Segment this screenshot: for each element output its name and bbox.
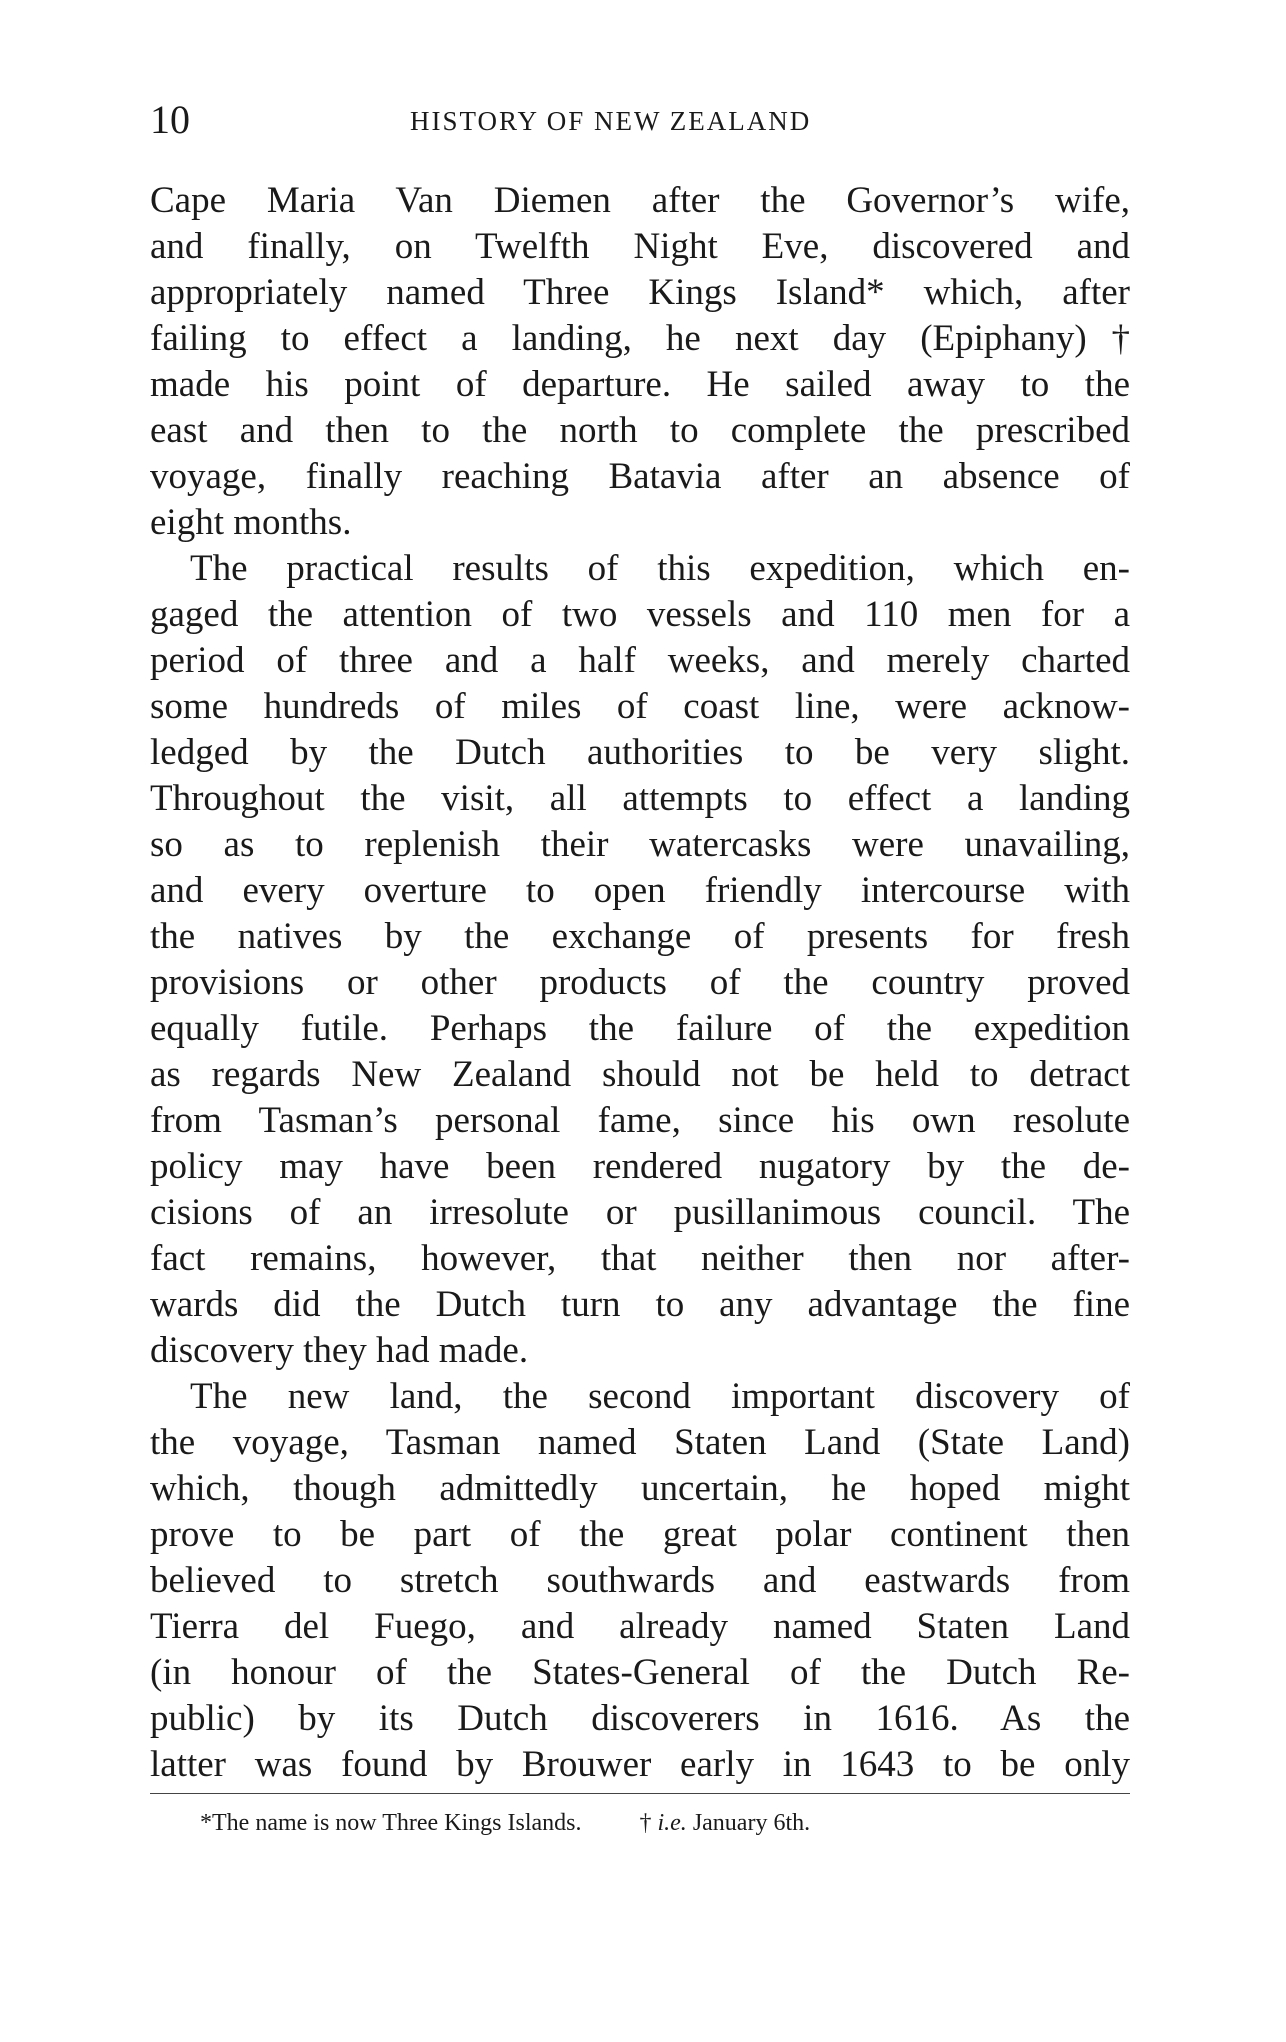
text-line: failing to effect a landing, he next day (Epiphany)† (150, 318, 1130, 359)
text-line: the natives by the exchange of presents for fresh (150, 916, 1130, 957)
text-line: ledged by the Dutch authorities to be very slight. (150, 732, 1130, 773)
footnote-abbreviation: i.e. (657, 1810, 687, 1836)
dagger-mark: † (639, 1810, 652, 1836)
footnote-rule (150, 1793, 1130, 1794)
footnote-three-kings: *The name is now Three Kings Islands. (200, 1810, 582, 1836)
text-line: prove to be part of the great polar continent then (150, 1514, 1130, 1555)
text-line: eight months. (150, 502, 352, 543)
text-line: and every overture to open friendly intercourse with (150, 870, 1130, 911)
running-head (150, 95, 1130, 145)
text-line: made his point of departure. He sailed away to the (150, 364, 1130, 405)
footnote-epiphany (639, 1810, 810, 1836)
text-line: and finally, on Twelfth Night Eve, discovered and (150, 226, 1130, 267)
text-line: fact remains, however, that neither then nor after- (150, 1238, 1130, 1279)
text-line: (in honour of the States-General of the Dutch Re- (150, 1652, 1130, 1693)
text-line: equally futile. Perhaps the failure of the expedition (150, 1008, 1130, 1049)
text-line: policy may have been rendered nugatory by the de- (150, 1146, 1130, 1187)
text-line: cisions of an irresolute or pusillanimous council. The (150, 1192, 1130, 1233)
footnote-date: January 6th. (692, 1810, 811, 1836)
text-line: period of three and a half weeks, and merely charted (150, 640, 1130, 681)
text-line: Throughout the visit, all attempts to effect a landing (150, 778, 1130, 819)
text-line: as regards New Zealand should not be held to detract (150, 1054, 1130, 1095)
text-line: wards did the Dutch turn to any advantage the fine (150, 1284, 1130, 1325)
text-line: from Tasman’s personal fame, since his own resolute (150, 1100, 1130, 1141)
text-line: voyage, finally reaching Batavia after an absence of (150, 456, 1130, 497)
text-line: the voyage, Tasman named Staten Land (State Land) (150, 1422, 1130, 1463)
footnotes (200, 1806, 810, 1840)
text-line: discovery they had made. (150, 1330, 529, 1371)
text-line: gaged the attention of two vessels and 110 men for a (150, 594, 1130, 635)
text-line: which, though admittedly uncertain, he hoped might (150, 1468, 1130, 1509)
running-title: HISTORY OF NEW ZEALAND (410, 106, 812, 136)
text-line: appropriately named Three Kings Island* which, after (150, 272, 1130, 313)
text-line: Cape Maria Van Diemen after the Governor’s wife, (150, 180, 1130, 221)
text-line: believed to stretch southwards and eastwards from (150, 1560, 1130, 1601)
text-line: public) by its Dutch discoverers in 1616. As the (150, 1698, 1130, 1739)
text-line: some hundreds of miles of coast line, were acknow- (150, 686, 1130, 727)
text-line: Tierra del Fuego, and already named Staten Land (150, 1606, 1130, 1647)
paragraph-first-line: The new land, the second important discovery of (190, 1376, 1130, 1417)
page-number: 10 (150, 97, 190, 142)
body-text (150, 178, 1130, 1788)
text-line: provisions or other products of the country proved (150, 962, 1130, 1003)
paragraph-first-line: The practical results of this expedition, which en- (190, 548, 1130, 589)
text-line: so as to replenish their watercasks were unavailing, (150, 824, 1130, 865)
text-line: east and then to the north to complete the prescribed (150, 410, 1130, 451)
text-line: latter was found by Brouwer early in 1643 to be only (150, 1744, 1130, 1785)
